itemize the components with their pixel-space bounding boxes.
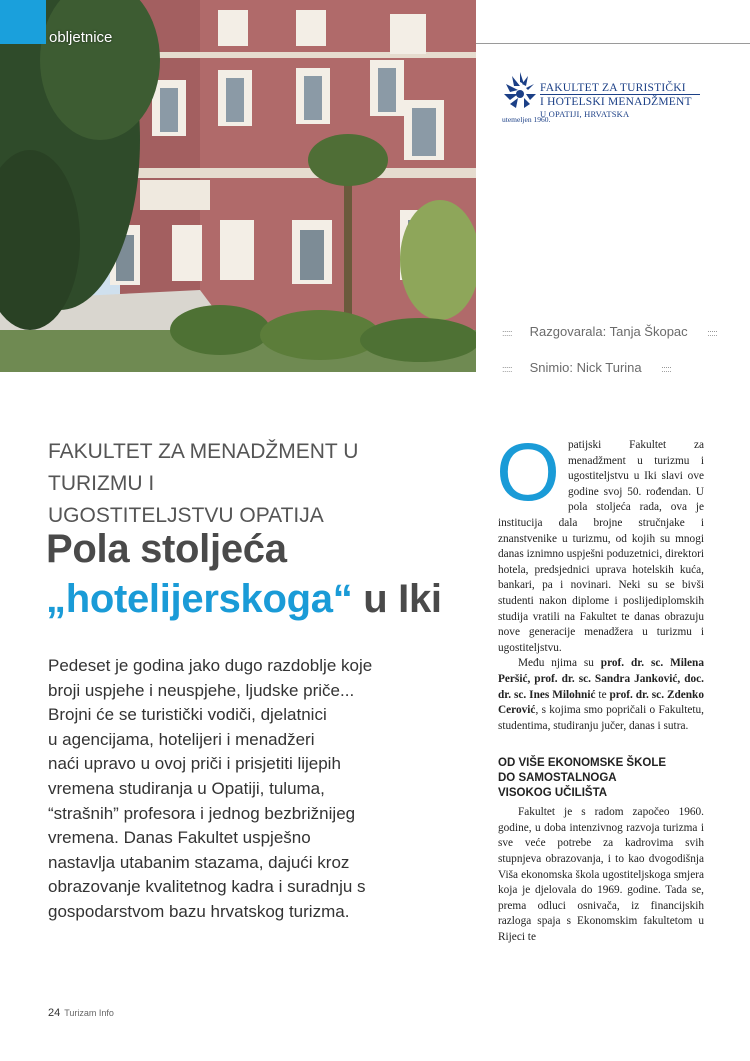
lead-line: vremena studiranja u Opatiji, tuluma, — [48, 778, 325, 798]
section-tag-box — [0, 0, 46, 44]
lead-line: obrazovanje kvalitetnog kadra i suradnju s — [48, 877, 366, 897]
kicker-line-2: UGOSTITELJSTVU OPATIJA — [48, 504, 324, 527]
subhead-line-3: VISOKOG UČILIŠTA — [498, 787, 608, 800]
lead-line: “strašnih” profesora i jednog bezbrižnijeg — [48, 803, 356, 823]
dots-left: ::::: — [502, 364, 513, 374]
section-label: obljetnice — [49, 29, 113, 46]
logo-line-3: U OPATIJI, HRVATSKA — [540, 109, 630, 119]
body-paragraph-2 — [498, 656, 704, 734]
lead-line: Pedeset je godina jako dugo razdoblje koje — [48, 656, 373, 675]
credit-photos: Snimio: Nick Turina — [529, 360, 642, 375]
lead-line: naći upravo u ovoj priči i prisjetiti lijepih — [48, 754, 341, 774]
subhead-line-1: OD VIŠE EKONOMSKE ŠKOLE — [498, 757, 667, 770]
headline-line-1: Pola stoljeća — [46, 527, 287, 571]
page-footer — [48, 1007, 114, 1019]
article-kicker — [48, 436, 458, 532]
body-paragraph-1: patijski Fakultet za menadžment u turizmu i ugostiteljstvu u Iki slavi ove godine svoj 50. rođendan. U pola stoljeća rada, ova je institucija dala brojne stručnjake i znanstvenike u turizmu, od kojih su mnogi danas iznimno uspješni poduzetnici, direktori hotela, predsjednici uprava hotelskih kuća, bankari, pa i novinari. Neki su se bivši studenti nakon diplome i poslijediplomskih studija vratili na Fakultet te danas obrazuju nove generacije menadžera u turizmu i ugostiteljstvu. — [498, 439, 704, 654]
body-paragraph-3: Fakultet je s radom započeo 1960. godine, u doba intenzivnog razvoja turizma i sve veće potrebe za kadrovima svih stupnjeva obrazovanja, i to kao dvogodišnja Viša ekonomska škola ugostiteljskoga smjera koja je djelovala do 1969. godine. Tada se, prema odluci osnivača, iz financijskih razloga spaja s Ekonomskim fakultetom u Rijeci te — [498, 806, 704, 944]
kicker-line-1: FAKULTET ZA MENADŽMENT U TURIZMU I — [48, 440, 359, 495]
credit-interview: Razgovarala: Tanja Škopac — [529, 324, 688, 339]
para2-start: Među njima su — [518, 657, 601, 670]
lead-line: u agencijama, hotelijeri i menadžeri — [48, 729, 315, 749]
page-number: 24 — [48, 1007, 61, 1019]
body-subheading — [498, 756, 704, 801]
building-photo — [0, 0, 476, 372]
dots-left: ::::: — [502, 328, 513, 338]
dots-right: ::::: — [707, 328, 718, 338]
subhead-line-2: DO SAMOSTALNOGA — [498, 772, 617, 785]
logo-line-1: FAKULTET ZA TURISTIČKI — [540, 82, 686, 94]
faculty-emblem-icon — [502, 68, 538, 114]
dots-right: ::::: — [661, 364, 672, 374]
lead-line: Brojni će se turistički vodiči, djelatnici — [48, 705, 327, 725]
credit-photo-row — [502, 360, 671, 375]
credit-interview-row — [502, 324, 717, 339]
lead-line: gospodarstvom bazu hrvatskog turizma. — [48, 901, 350, 921]
article-lead — [48, 654, 428, 925]
para2-names: prof. dr. sc. Milena Peršić, prof. dr. sc. Sandra Janković, doc. dr. sc. Ines Milohnić — [498, 657, 704, 701]
dropcap: O — [496, 427, 560, 518]
publication-name: Turizam Info — [64, 1008, 114, 1018]
header-rule — [476, 43, 750, 44]
logo-rule — [540, 94, 700, 95]
faculty-logo — [502, 68, 712, 128]
para2-mid: te — [595, 688, 610, 701]
building-illustration — [0, 0, 476, 372]
headline-highlight: „hotelijerskoga“ — [46, 577, 353, 621]
para2-name-last: prof. dr. sc. Zdenko Cerović — [498, 688, 704, 717]
logo-founded: utemeljen 1960. — [502, 115, 551, 124]
lead-line: nastavlja utabanim stazama, dajući kroz — [48, 852, 350, 872]
lead-line: vremena. Danas Fakultet uspješno — [48, 828, 311, 848]
article-body — [496, 427, 704, 946]
para2-end: , s kojima smo popričali o Fakultetu, studentima, studiranju jučer, danas i sutra. — [498, 704, 704, 732]
headline-rest: u Iki — [352, 577, 442, 621]
article-headline — [46, 524, 486, 624]
lead-line: broji uspjehe i neuspjehe, ljudske priče... — [48, 680, 355, 700]
logo-line-2: I HOTELSKI MENADŽMENT — [540, 96, 692, 108]
